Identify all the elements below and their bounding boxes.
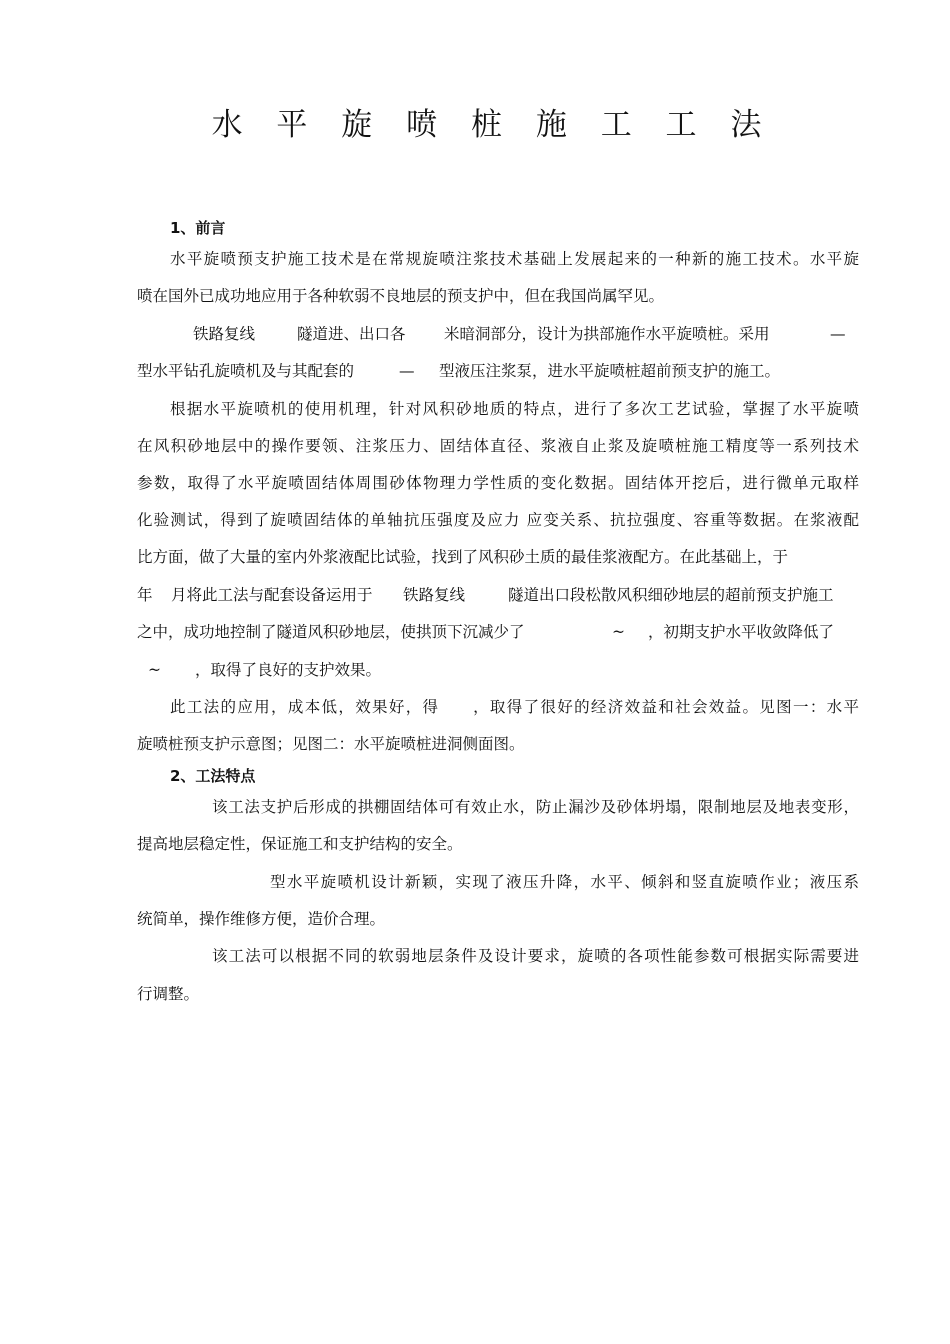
paragraph-line: 行调整。	[137, 985, 200, 1003]
paragraph-line: 化验测试，得到了旋喷固结体的单轴抗压强度及应力 应变关系、抗拉强度、容重等数据。在浆液配	[137, 511, 859, 529]
paragraph-line: 旋喷桩预支护示意图；见图二：水平旋喷桩进洞侧面图。	[137, 735, 525, 753]
paragraph-segment: ，初期支护水平收敛降低了	[648, 623, 835, 641]
paragraph-segment: 年	[137, 586, 153, 604]
paragraph-segment: 米暗洞部分，设计为拱部施作水平旋喷桩。采用	[444, 325, 770, 343]
paragraph-segment: 隧道出口段松散风积细砂地层的超前预支护施工	[508, 586, 834, 604]
paragraph-segment: —	[399, 362, 415, 380]
paragraph-line: 型水平旋喷机设计新颖，实现了液压升降，水平、倾斜和竖直旋喷作业；液压系	[270, 873, 859, 891]
paragraph-segment: ~	[612, 623, 625, 641]
paragraph-line: 喷在国外已成功地应用于各种软弱不良地层的预支护中，但在我国尚属罕见。	[137, 287, 665, 305]
document-title: 水 平 旋 喷 桩 施 工 工 法	[211, 107, 774, 143]
paragraph-segment: 型水平钻孔旋喷机及与其配套的	[137, 362, 355, 380]
paragraph-line: 水平旋喷预支护施工技术是在常规旋喷注浆技术基础上发展起来的一种新的施工技术。水平旋	[170, 250, 859, 268]
paragraph-line: 提高地层稳定性，保证施工和支护结构的安全。	[137, 835, 463, 853]
paragraph-line: 该工法可以根据不同的软弱地层条件及设计要求，旋喷的各项性能参数可根据实际需要进	[212, 947, 859, 965]
paragraph-segment: ~	[148, 661, 161, 679]
paragraph-line: 该工法支护后形成的拱棚固结体可有效止水，防止漏沙及砂体坍塌，限制地层及地表变形，	[212, 798, 859, 816]
paragraph-line: 此工法的应用，成本低，效果好，得 ，取得了很好的经济效益和社会效益。见图一：水平	[170, 698, 859, 716]
section-heading-features: 2、工法特点	[170, 767, 256, 785]
paragraph-segment: 之中，成功地控制了隧道风积砂地层，使拱顶下沉减少了	[137, 623, 525, 641]
paragraph-segment: ，取得了良好的支护效果。	[195, 661, 382, 679]
paragraph-segment: 铁路复线	[193, 325, 256, 343]
paragraph-segment: 铁路复线	[403, 586, 466, 604]
paragraph-line: 在风积砂地层中的操作要领、注浆压力、固结体直径、浆液自止浆及旋喷桩施工精度等一系列技术	[137, 437, 859, 455]
section-heading-preface: 1、前言	[170, 219, 226, 237]
paragraph-segment: —	[830, 325, 846, 343]
paragraph-line: 统简单，操作维修方便，造价合理。	[137, 910, 386, 928]
paragraph-segment: 月将此工法与配套设备运用于	[171, 586, 373, 604]
paragraph-segment: 型液压注浆泵，进水平旋喷桩超前预支护的施工。	[439, 362, 781, 380]
paragraph-line: 比方面，做了大量的室内外浆液配比试验，找到了风积砂土质的最佳浆液配方。在此基础上，于	[137, 548, 789, 566]
paragraph-segment: 隧道进、出口各	[297, 325, 406, 343]
paragraph-line: 根据水平旋喷机的使用机理，针对风积砂地质的特点，进行了多次工艺试验，掌握了水平旋喷	[170, 400, 859, 418]
paragraph-line: 参数，取得了水平旋喷固结体周围砂体物理力学性质的变化数据。固结体开挖后，进行微单元取样	[137, 474, 859, 492]
